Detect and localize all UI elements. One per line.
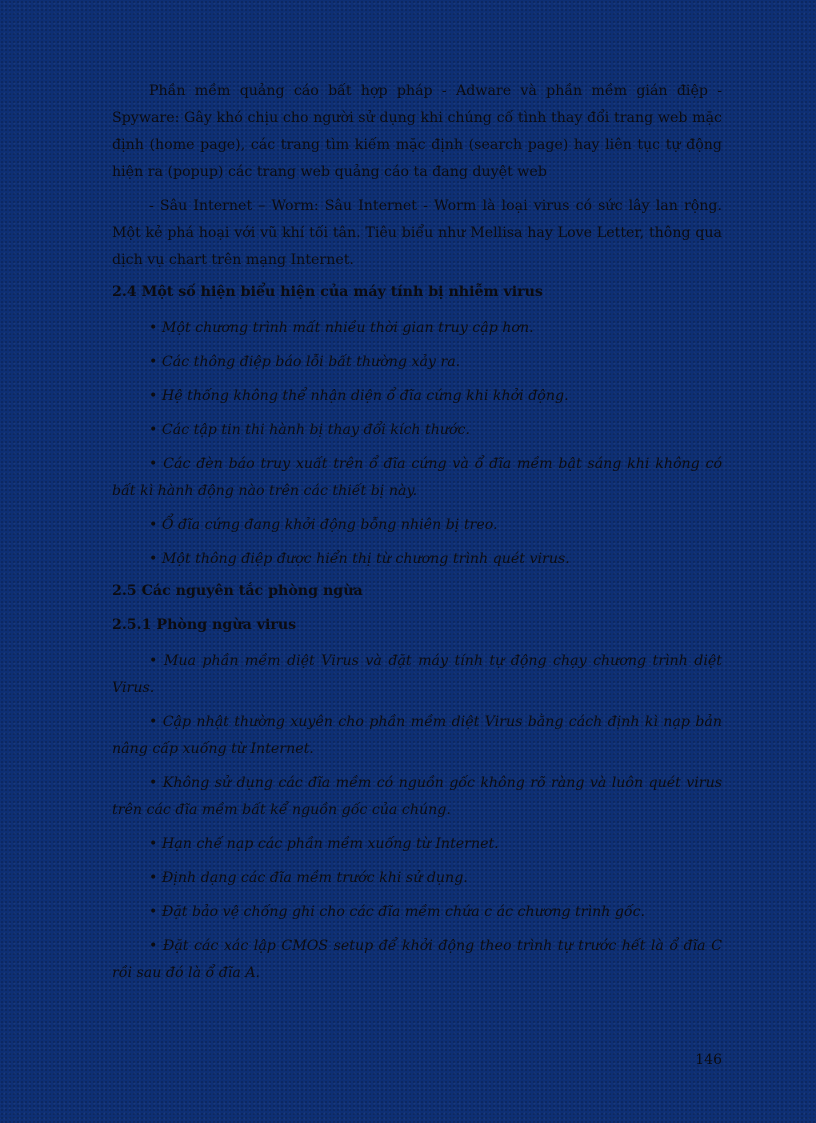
document-page [112, 78, 722, 1078]
paragraph-worm: - Sâu Internet – Worm: Sâu Internet - Worm là loại virus có sức lây lan rộng. Một kẻ phá hoại với vũ khí tối tân. Tiêu biểu như Mellisa hay Love Letter, thông qua dịch vụ chart trên mạng Internet. [112, 198, 722, 268]
heading-2-5: 2.5 Các nguyên tắc phòng ngừa [112, 583, 363, 599]
bullet-item: • Ổ đĩa cứng đang khởi động bỗng nhiên bị treo. [149, 517, 498, 533]
bullet-item: • Đặt các xác lập CMOS setup để khởi động theo trình tự trước hết là ổ đĩa C rồi sau đó là ổ đĩa A. [112, 938, 722, 981]
bullet-item: • Không sử dụng các đĩa mềm có nguồn gốc không rõ ràng và luôn quét virus trên các đĩa mềm bất kể nguồn gốc của chúng. [112, 775, 722, 818]
bullet-item: • Định dạng các đĩa mềm trước khi sử dụng. [149, 870, 468, 886]
page-number: 146 [695, 1052, 722, 1068]
bullet-item: • Hạn chế nạp các phần mềm xuống từ Internet. [149, 836, 499, 852]
bullet-item: • Các thông điệp báo lỗi bất thường xảy ra. [149, 354, 461, 370]
bullet-item: • Một chương trình mất nhiều thời gian truy cập hơn. [149, 320, 534, 336]
bullet-item: • Mua phần mềm diệt Virus và đặt máy tính tự động chạy chương trình diệt Virus. [112, 653, 722, 696]
heading-2-5-1: 2.5.1 Phòng ngừa virus [112, 617, 297, 633]
bullet-item: • Các đèn báo truy xuất trên ổ đĩa cứng và ổ đĩa mềm bật sáng khi không có bất kì hành động nào trên các thiết bị này. [112, 456, 722, 499]
bullet-item: • Hệ thống không thể nhận diện ổ đĩa cứng khi khởi động. [149, 388, 569, 404]
heading-2-4: 2.4 Một số hiện biểu hiện của máy tính bị nhiễm virus [112, 284, 543, 300]
bullet-item: • Cập nhật thường xuyên cho phần mềm diệt Virus bằng cách định kì nạp bản nâng cấp xuống từ Internet. [112, 714, 722, 757]
bullet-item: • Đặt bảo vệ chống ghi cho các đĩa mềm chứa c ác chương trình gốc. [149, 904, 646, 920]
bullet-item: • Các tập tin thi hành bị thay đổi kích thước. [149, 422, 471, 438]
bullet-item: • Một thông điệp được hiển thị từ chương trình quét virus. [149, 551, 570, 567]
paragraph-adware: Phần mềm quảng cáo bất hợp pháp - Adware và phần mềm gián điệp - Spyware: Gây khó chịu cho người sử dụng khi chúng cố tình thay đổi trang web mặc định (home page), các trang tìm kiếm mặc định (search page) hay liên tục tự động hiện ra (popup) các trang web quảng cáo ta đang duyệt web [112, 83, 722, 180]
